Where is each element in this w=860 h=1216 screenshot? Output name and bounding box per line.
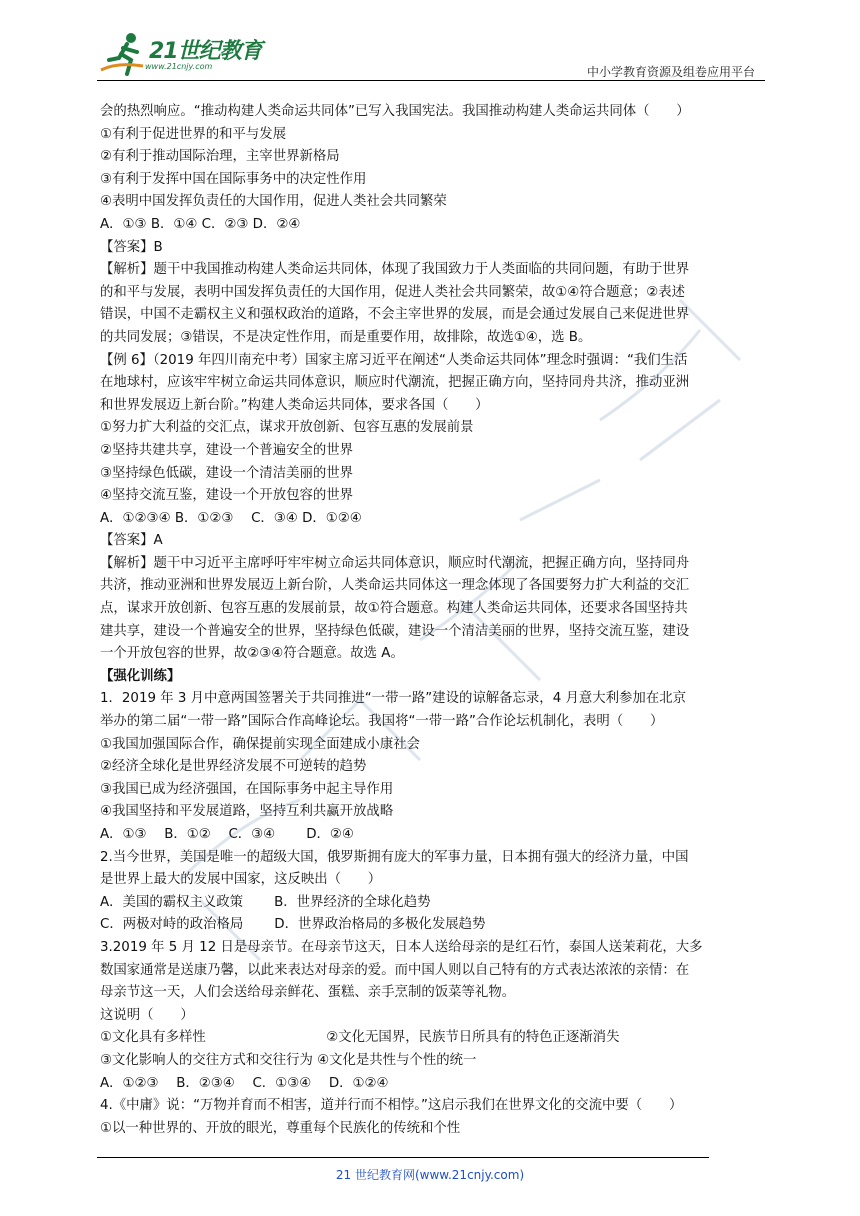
- text-line: 【例 6】（2019 年四川南充中考）国家主席习近平在阐述“人类命运共同体”理念时强调：“我们生活: [100, 352, 688, 368]
- text-line: 共济，推动亚洲和世界发展迈上新台阶，人类命运共同体这一理念体现了各国要努力扩大利益的交汇: [100, 578, 690, 594]
- platform-title: 中小学教育资源及组卷应用平台: [586, 65, 755, 79]
- text-line: 会的热烈响应。“推动构建人类命运共同体”已写入我国宪法。我国推动构建人类命运共同体（ ）: [100, 104, 690, 119]
- text-line: ①以一种世界的、开放的眼光，尊重每个民族化的传统和个性: [100, 1120, 461, 1136]
- text-line: A．①③ B．①② C．③④ D．②④: [100, 827, 354, 842]
- text-line: C．两极对峙的政治格局 D．世界政治格局的多极化发展趋势: [100, 917, 486, 933]
- text-line: ①我国加强国际合作，确保提前实现全面建成小康社会: [100, 736, 420, 752]
- text-line: 建共享，建设一个普遍安全的世界，坚持绿色低碳，建设一个清洁美丽的世界，坚持交流互鉴，建设: [100, 623, 690, 639]
- text-line: A．①③ B．①④ C．②③ D．②④: [100, 216, 301, 232]
- text-line: ①有利于促进世界的和平与发展: [100, 126, 287, 142]
- text-line: 错误，中国不走霸权主义和强权政治的道路，不会主宰世界的发展，而是会通过发展自己来促进世界: [100, 307, 690, 323]
- text-line: 【答案】B: [100, 239, 163, 255]
- text-line: ④我国坚持和平发展道路，坚持互利共赢开放战略: [100, 804, 394, 820]
- text-line: A．①②③ B．②③④ C．①③④ D．①②④: [100, 1075, 389, 1091]
- text-line: A．美国的霸权主义政策 B．世界经济的全球化趋势: [100, 894, 431, 910]
- text-line: ③坚持绿色低碳，建设一个清洁美丽的世界: [100, 465, 354, 481]
- text-line: 和世界发展迈上新台阶。”构建人类命运共同体，要求各国（ ）: [100, 397, 489, 413]
- text-line: ③文化影响人的交往方式和交往行为 ④文化是共性与个性的统一: [100, 1052, 477, 1068]
- footer-divider: [97, 1157, 709, 1158]
- runner-logo-icon: [97, 30, 151, 78]
- text-line: 【解析】题干中习近平主席呼吁牢牢树立命运共同体意识，顺应时代潮流，把握正确方向，坚持同舟: [100, 555, 690, 571]
- text-line: 这说明（ ）: [100, 1007, 194, 1023]
- text-line: 1．2019 年 3 月中意两国签署关于共同推进“一带一路”建设的谅解备忘录，4 月意大利参加在北京: [100, 691, 686, 707]
- text-line: 点，谋求开放创新、包容互惠的发展前景，故①符合题意。构建人类命运共同体，还要求各国坚持共: [100, 601, 688, 617]
- text-line: ②经济全球化是世界经济发展不可逆转的趋势: [100, 759, 367, 775]
- text-line: 举办的第二届“一带一路”国际合作高峰论坛。我国将“一带一路”合作论坛机制化，表明（ ）: [100, 714, 664, 730]
- logo: [97, 30, 267, 78]
- text-line: 是世界上最大的发展中国家，这反映出（ ）: [100, 872, 382, 888]
- logo-text: 21世纪教育: [149, 39, 262, 64]
- text-line: 数国家通常是送康乃馨，以此来表达对母亲的爱。而中国人则以自己特有的方式表达浓浓的亲情：在: [100, 962, 690, 978]
- text-line: 的共同发展；③错误，不是决定性作用，而是重要作用，故排除，故选①④，选 B。: [100, 329, 592, 345]
- text-line: ④表明中国发挥负责任的大国作用，促进人类社会共同繁荣: [100, 194, 447, 210]
- text-line: ③我国已成为经济强国，在国际事务中起主导作用: [100, 781, 394, 797]
- text-line: ④坚持交流互鉴，建设一个开放包容的世界: [100, 488, 354, 504]
- text-line: 2.当今世界，美国是唯一的超级大国，俄罗斯拥有庞大的军事力量，日本拥有强大的经济力量，中国: [100, 849, 689, 865]
- text-line: 3.2019 年 5 月 12 日是母亲节。在母亲节这天，日本人送给母亲的是红石竹，泰国人送茉莉花，大多: [100, 939, 703, 955]
- text-line: 【解析】题干中我国推动构建人类命运共同体，体现了我国致力于人类面临的共同问题，有助于世界: [100, 262, 690, 278]
- text-line: ①文化具有多样性 ②文化无国界，民族节日所具有的特色正逐渐消失: [100, 1030, 620, 1046]
- text-line: 【答案】A: [100, 533, 163, 549]
- text-line: 一个开放包容的世界，故②③④符合题意。故选 A。: [100, 646, 404, 662]
- text-line: 【强化训练】: [100, 668, 181, 684]
- text-line: 母亲节这一天，人们会送给母亲鲜花、蛋糕、亲手烹制的饭菜等礼物。: [100, 985, 516, 1001]
- text-line: ③有利于发挥中国在国际事务中的决定性作用: [100, 171, 367, 187]
- header-divider: [97, 80, 765, 81]
- text-line: 的和平与发展，表明中国发挥负责任的大国作用，促进人类社会共同繁荣，故①④符合题意；②表述: [100, 284, 686, 300]
- text-line: ①努力扩大利益的交汇点，谋求开放创新、包容互惠的发展前景: [100, 420, 474, 436]
- text-line: ②坚持共建共享，建设一个普遍安全的世界: [100, 442, 354, 458]
- text-line: A．①②③④ B．①②③ C．③④ D．①②④: [100, 510, 362, 526]
- text-line: 在地球村，应该牢牢树立命运共同体意识，顺应时代潮流，把握正确方向，坚持同舟共济，推动亚洲: [100, 375, 690, 391]
- text-line: 4.《中庸》说：“万物并育而不相害，道并行而不相悖。”这启示我们在世界文化的交流中要（ ）: [100, 1098, 683, 1114]
- document-body: [100, 101, 772, 1140]
- logo-url: www.21cnjy.com: [145, 62, 213, 71]
- footer-link[interactable]: 21 世纪教育网(www.21cnjy.com): [335, 1168, 525, 1182]
- page-header: [97, 30, 765, 82]
- text-line: ②有利于推动国际治理，主宰世界新格局: [100, 149, 340, 165]
